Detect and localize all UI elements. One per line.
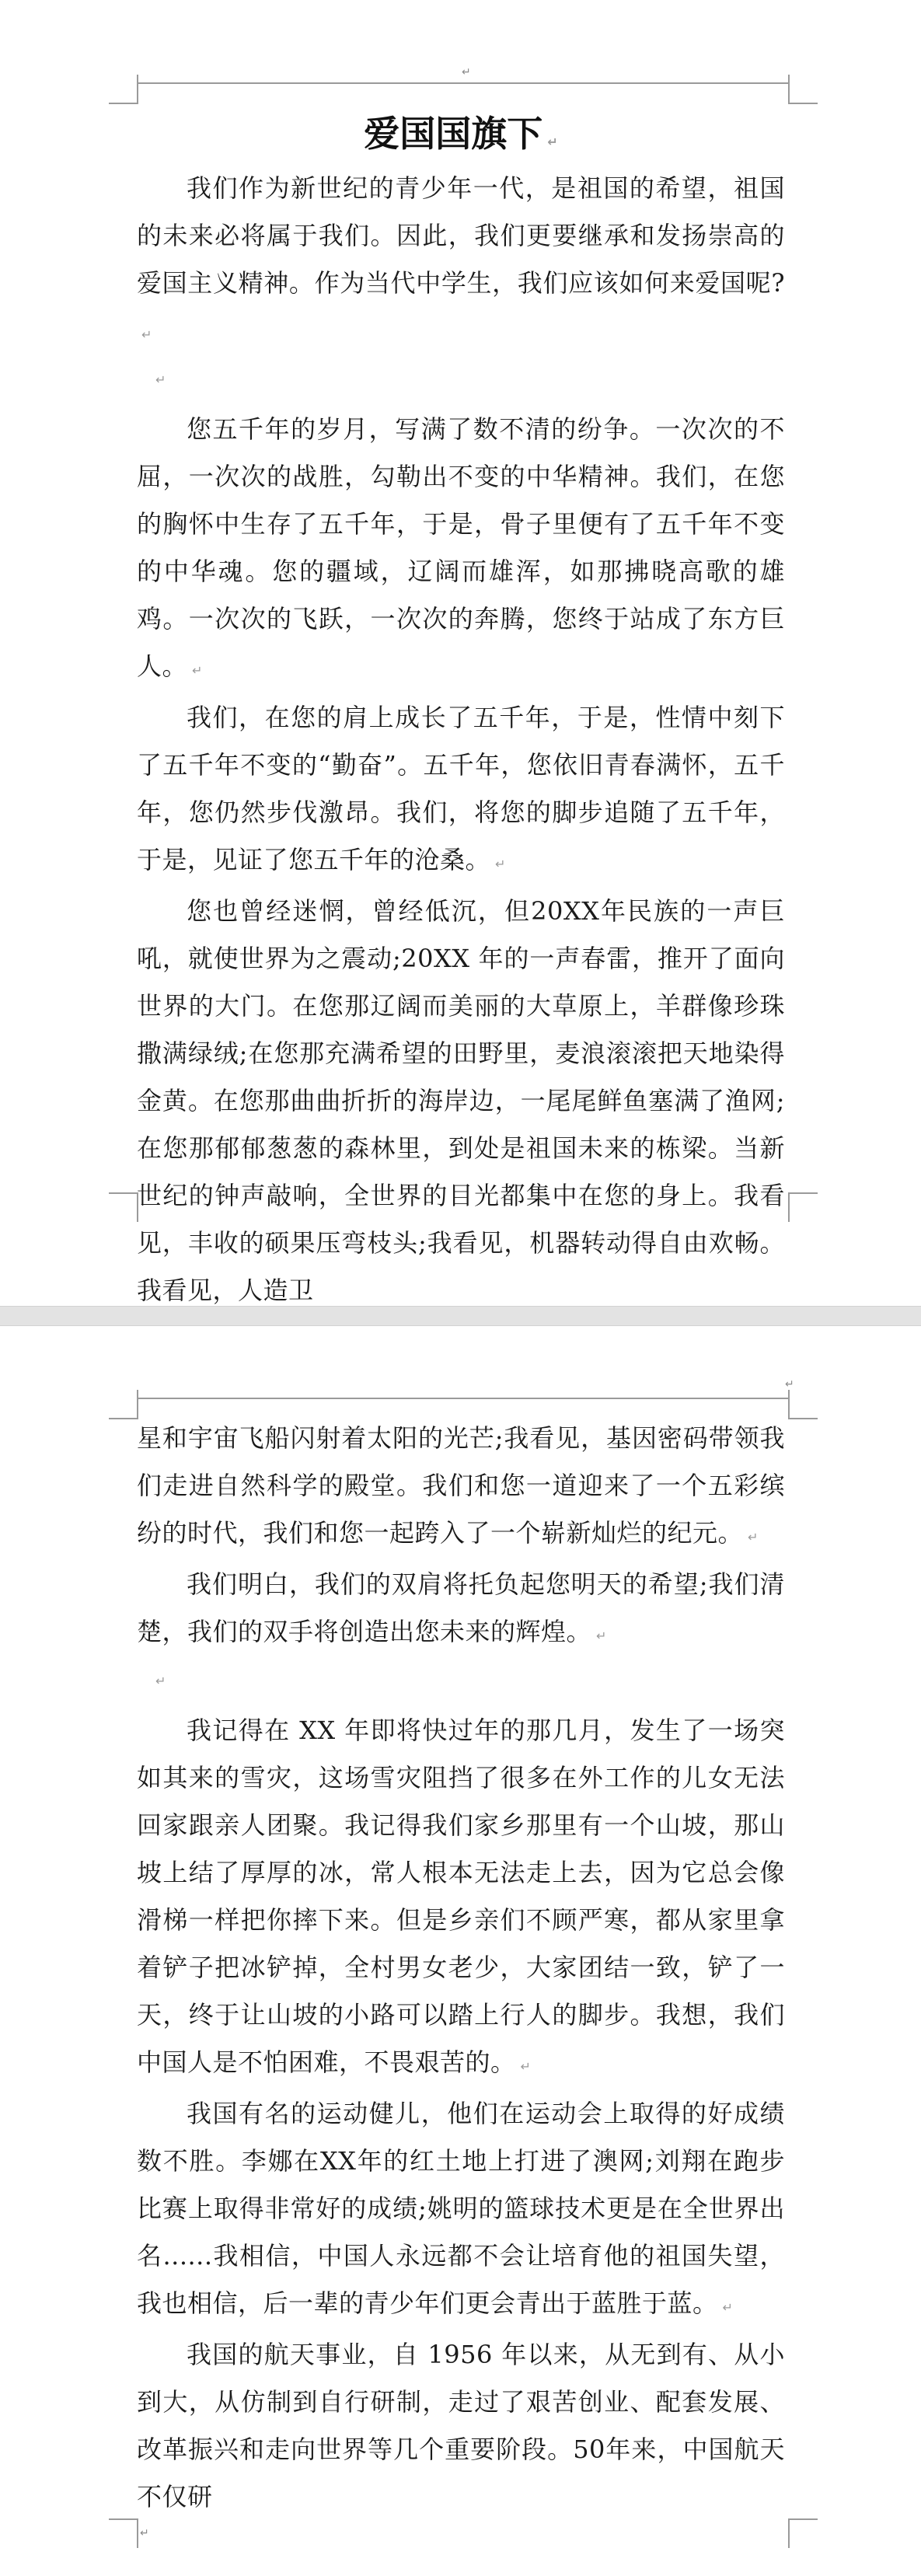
paragraph-mark: ↵ — [722, 2300, 734, 2315]
document-page-2 — [0, 1326, 921, 2576]
paragraph-text: 您也曾经迷惘，曾经低沉，但20XX年民族的一声巨吼，就使世界为之震动;20XX 年的一声春雷，推开了面向世界的大门。在您那辽阔而美丽的大草原上，羊群像珍珠撒满绿绒;在您那充满希望的田野里，麦浪滚滚把天地染得金黄。在您那曲曲折折的海岸边，一尾尾鲜鱼塞满了渔网;在您那郁郁葱葱的森林里，到处是祖国未来的栋梁。当新世纪的钟声敲响，全世界的目光都集中在您的身上。我看见，丰收的硕果压弯枝头;我看见，机器转动得自由欢畅。我看见，人造卫 — [137, 896, 785, 1305]
paragraph — [137, 406, 785, 694]
crop-mark-top-right — [788, 1390, 818, 1419]
header-boundary-line — [137, 1398, 788, 1399]
paragraph-mark: ↵ — [155, 1674, 166, 1688]
crop-mark-bottom-right — [788, 1192, 818, 1222]
header-paragraph-mark: ↵ — [462, 66, 471, 79]
crop-mark-top-right — [788, 75, 818, 104]
page-1-body[interactable] — [137, 103, 785, 1314]
paragraph-mark: ↵ — [192, 663, 203, 678]
paragraph-mark: ↵ — [748, 1530, 759, 1545]
paragraph-continued — [137, 1415, 785, 1561]
crop-mark-top-left — [109, 1390, 138, 1419]
paragraph-mark: ↵ — [155, 372, 166, 387]
paragraph — [137, 1561, 785, 1660]
paragraph-mark: ↵ — [596, 1628, 607, 1643]
document-title-text: 爱国国旗下 — [364, 113, 543, 155]
paragraph-mark: ↵ — [520, 2059, 532, 2074]
empty-paragraph — [137, 1660, 785, 1707]
document-title — [137, 103, 785, 165]
crop-mark-bottom-left — [109, 1192, 138, 1222]
paragraph-text: 我国有名的运动健儿，他们在运动会上取得的好成绩数不胜。李娜在XX年的红土地上打进了澳网;刘翔在跑步比赛上取得非常好的成绩;姚明的篮球技术更是在全世界出名......我相信，中国人永远都不会让培育他的祖国失望，我也相信，后一辈的青少年们更会青出于蓝胜于蓝。 — [137, 2099, 785, 2318]
paragraph — [137, 888, 785, 1314]
crop-mark-top-left — [109, 75, 138, 104]
paragraph-mark: ↵ — [141, 327, 152, 342]
paragraph — [137, 2090, 785, 2331]
footer-paragraph-mark: ↵ — [140, 2527, 149, 2539]
page-separator — [0, 1306, 921, 1326]
paragraph — [137, 165, 785, 358]
paragraph-text: 我们，在您的肩上成长了五千年，于是，性情中刻下了五千年不变的“勤奋”。五千年，您依旧青春满怀，五千年，您仍然步伐激昂。我们，将您的脚步追随了五千年，于是，见证了您五千年的沧桑。 — [137, 703, 785, 874]
page-2-body[interactable] — [137, 1415, 785, 2521]
paragraph-text: 星和宇宙飞船闪射着太阳的光芒;我看见，基因密码带领我们走进自然科学的殿堂。我们和您一道迎来了一个五彩缤纷的时代，我们和您一起跨入了一个崭新灿烂的纪元。 — [137, 1423, 785, 1548]
paragraph — [137, 2331, 785, 2521]
paragraph-text: 我记得在 XX 年即将快过年的那几月，发生了一场突如其来的雪灾，这场雪灾阻挡了很多在外工作的儿女无法回家跟亲人团聚。我记得我们家乡那里有一个山坡，那山坡上结了厚厚的冰，常人根本无法走上去，因为它总会像滑梯一样把你摔下来。但是乡亲们不顾严寒，都从家里拿着铲子把冰铲掉，全村男女老少，大家团结一致，铲了一天，终于让山坡的小路可以踏上行人的脚步。我想，我们中国人是不怕困难，不畏艰苦的。 — [137, 1716, 785, 2077]
header-boundary-line — [137, 82, 788, 84]
paragraph-mark: ↵ — [495, 857, 506, 871]
paragraph-text: 我们明白，我们的双肩将托负起您明天的希望;我们清楚，我们的双手将创造出您未来的辉煌。 — [137, 1569, 785, 1646]
empty-paragraph — [137, 358, 785, 406]
paragraph — [137, 1707, 785, 2090]
crop-mark-bottom-left — [109, 2518, 138, 2548]
paragraph-text: 我国的航天事业，自 1956 年以来，从无到有、从小到大，从仿制到自行研制，走过了艰苦创业、配套发展、改革振兴和走向世界等几个重要阶段。50年来，中国航天不仅研 — [137, 2340, 785, 2511]
paragraph-text: 我们作为新世纪的青少年一代，是祖国的希望，祖国的未来必将属于我们。因此，我们更要继承和发扬崇高的爱国主义精神。作为当代中学生，我们应该如何来爱国呢? — [137, 173, 785, 298]
paragraph-mark: ↵ — [547, 134, 558, 149]
header-paragraph-mark: ↵ — [785, 1378, 794, 1391]
crop-mark-bottom-right — [788, 2518, 818, 2548]
paragraph — [137, 694, 785, 888]
paragraph-text: 您五千年的岁月，写满了数不清的纷争。一次次的不屈，一次次的战胜，勾勒出不变的中华精神。我们，在您的胸怀中生存了五千年，于是，骨子里便有了五千年不变的中华魂。您的疆域，辽阔而雄浑，如那拂晓高歌的雄鸡。一次次的飞跃，一次次的奔腾，您终于站成了东方巨人。 — [137, 414, 785, 681]
